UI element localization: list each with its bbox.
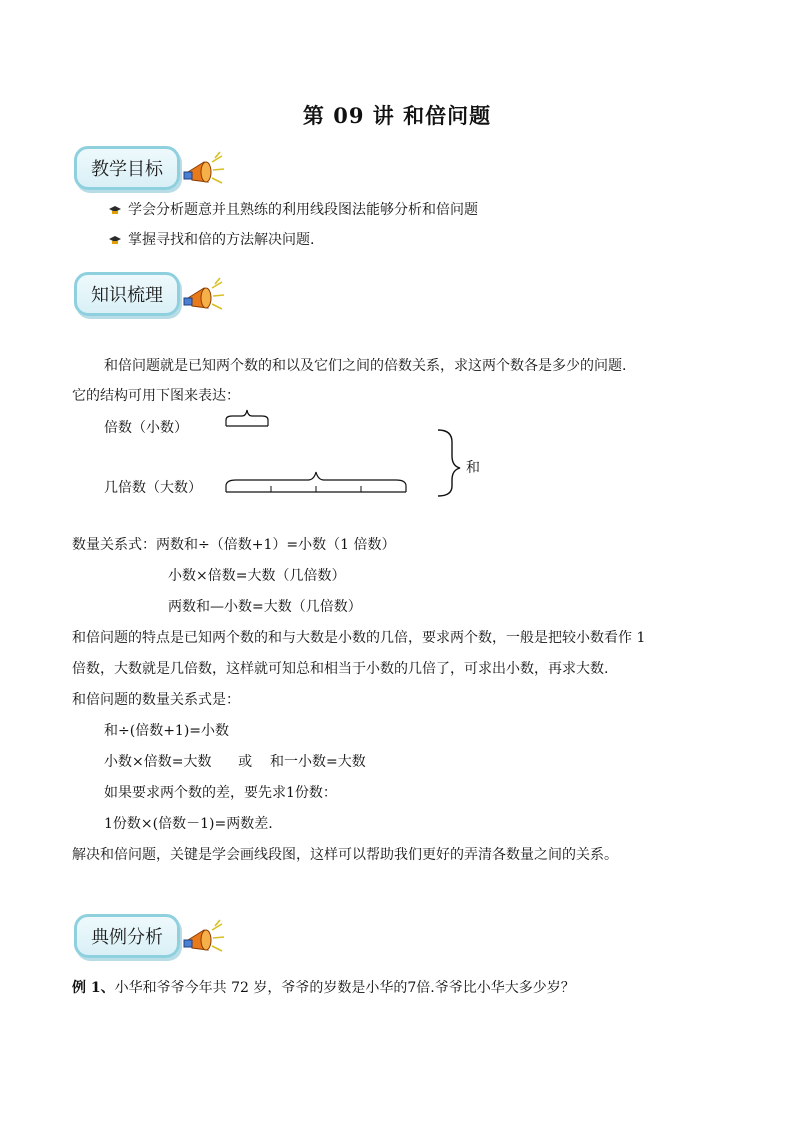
relation-line: 小数×倍数=大数（几倍数） bbox=[168, 568, 346, 584]
objective-text: 学会分析题意并且熟练的利用线段图法能够分析和倍问题 bbox=[128, 202, 478, 218]
megaphone-icon bbox=[182, 276, 226, 316]
section-badge-objectives: 教学目标 bbox=[74, 146, 180, 190]
relation-line: 数量关系式：两数和÷（倍数+1）=小数（1 倍数） bbox=[72, 537, 396, 553]
formula-line: 和÷(倍数+1)=小数 bbox=[104, 723, 230, 739]
graduation-cap-icon bbox=[108, 234, 122, 246]
relation-line: 两数和—小数=大数（几倍数） bbox=[168, 599, 362, 615]
conclusion-line: 解决和倍问题，关键是学会画线段图，这样可以帮助我们更好的弄清各数量之间的关系。 bbox=[72, 847, 618, 863]
example-1 bbox=[72, 978, 575, 998]
sum-brace bbox=[438, 430, 460, 496]
megaphone-icon bbox=[182, 918, 226, 958]
formula-line: 1份数×(倍数－1)=两数差. bbox=[104, 816, 273, 832]
graduation-cap-icon bbox=[108, 204, 122, 216]
segment-diagram bbox=[220, 398, 470, 500]
section-badge-examples: 典例分析 bbox=[74, 914, 180, 958]
small-number-label: 倍数（小数） bbox=[104, 420, 188, 436]
example-text: 小华和爷爷今年共 72 岁，爷爷的岁数是小华的7倍.爷爷比小华大多少岁？ bbox=[114, 980, 575, 996]
objective-text: 掌握寻找和倍的方法解决问题. bbox=[128, 232, 315, 248]
section-badge-knowledge: 知识梳理 bbox=[74, 272, 180, 316]
page-title: 第 09 讲 和倍问题 bbox=[302, 103, 492, 128]
sum-label: 和 bbox=[466, 460, 480, 476]
objective-item bbox=[108, 230, 314, 250]
large-number-label: 几倍数（大数） bbox=[104, 480, 202, 496]
feature-line: 倍数，大数就是几倍数，这样就可知总和相当于小数的几倍了，可求出小数，再求大数. bbox=[72, 661, 609, 677]
feature-line: 和倍问题的特点是已知两个数的和与大数是小数的几倍，要求两个数，一般是把较小数看作 1 bbox=[72, 630, 646, 646]
intro-line: 和倍问题就是已知两个数的和以及它们之间的倍数关系，求这两个数各是多少的问题. bbox=[104, 358, 627, 374]
intro-line: 它的结构可用下图来表达： bbox=[72, 388, 240, 404]
example-label: 例 1、 bbox=[72, 980, 115, 996]
megaphone-icon bbox=[182, 150, 226, 190]
formula-line: 如果要求两个数的差，要先求1份数： bbox=[104, 785, 337, 801]
small-segment-brace bbox=[226, 410, 268, 426]
objective-item bbox=[108, 200, 478, 220]
formula-line: 小数×倍数=大数 或 和一小数=大数 bbox=[104, 754, 366, 770]
formula-intro: 和倍问题的数量关系式是： bbox=[72, 692, 240, 708]
